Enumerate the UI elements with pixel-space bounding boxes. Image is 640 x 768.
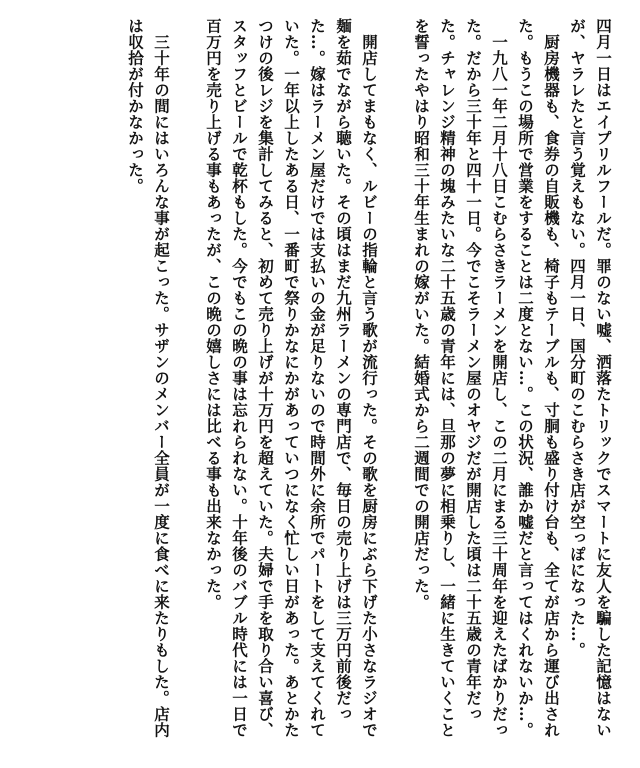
paragraph-1: 四月一日はエイプリルフールだ。罪のない嘘、洒落たトリックでスマートに友人を騙した記憶はないが、ヤラレたと言う覚えもない。四月一日、国分町のこむらさき店が空っぽになった…。 <box>568 18 613 738</box>
paragraph-5: 三十年の間にはいろんな事が起こった。サザンのメンバー全員が一度に食べに来たりもした。店内は収拾が付かなかった。 <box>126 18 171 738</box>
paragraph-2: 厨房機器も、食券の自販機も、椅子もテーブルも、寸胴も盛り付け台も、全てが店から運び出された。もうこの場所で営業をすることは二度とない…。この状況、誰か嘘だと言ってはくれないか…。 <box>516 18 561 738</box>
paragraph-4: 開店してまもなく、ルビーの指輪と言う歌が流行った。その歌を厨房にぶら下げた小さなラジオで麺を茹でながら聴いた。その頃はまだ九州ラーメンの専門店で、毎日の売り上げは三万円前後だった…。嫁はラーメン屋だけでは支払いの金が足りないので時間外に余所でパートをして支えてくれていた。一年以上したある日、一番町で祭りかなにかがあっていつになく忙しい日があった。あとかたつけの後レジを集計してみると、初めて売り上げが十万円を超えていた。夫婦で手を取り合い喜び、スタッフとビールで乾杯もした。今でもこの晩の事は忘れられない。十年後のバブル時代には一日で百万円を売り上げる事もあったが、この晩の嬉しさには比べる事も出来なかった。 <box>204 18 379 738</box>
paragraph-3: 一九八一年二月十八日こむらさきラーメンを開店し、この二月にまる三十周年を迎えたばかりだった。だから三十年と四十一日。今でこそラーメン屋のオヤジだが開店した頃は二十五歳の青年だった。チャレンジ精神の塊みたいな二十五歳の青年には、旦那の夢に相乗りし、一緒に生きていくことを誓ったやはり昭和三十年生まれの嫁がいた。結婚式から二週間での開店だった。 <box>412 18 509 738</box>
vertical-text-body <box>122 18 616 750</box>
